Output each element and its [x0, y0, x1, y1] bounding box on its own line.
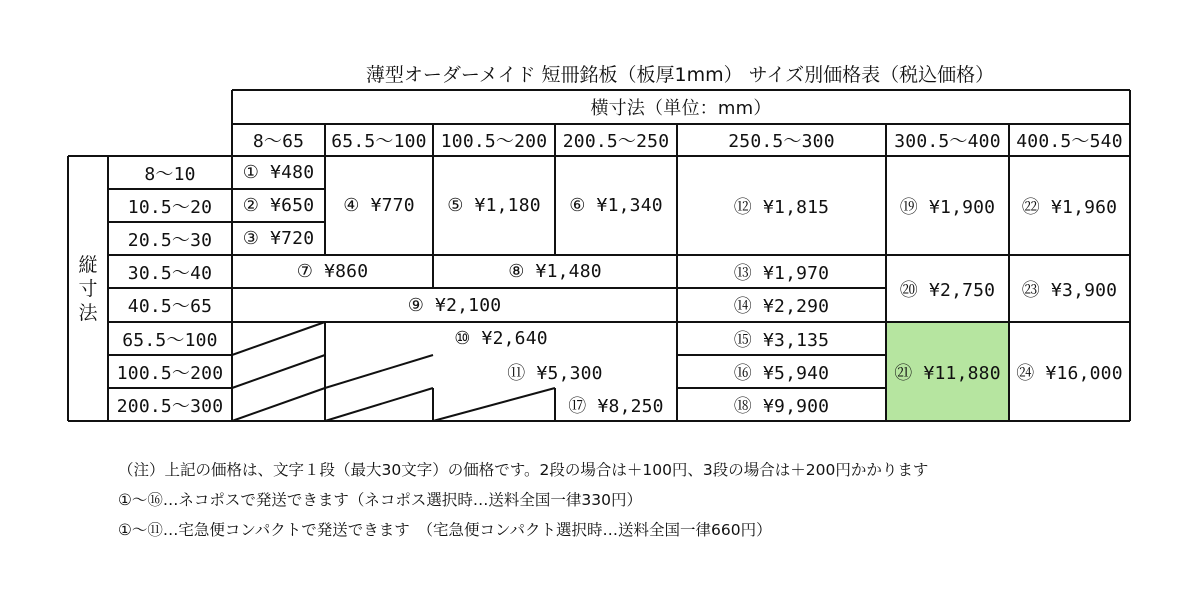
column-header: 8～65	[252, 131, 305, 152]
row-header: 30.5～40	[127, 262, 213, 284]
vertical-dimension-header: 縦 寸 法	[78, 253, 98, 324]
notes	[118, 455, 928, 545]
price-cell-14: ⑭ ¥2,290	[733, 296, 830, 317]
price-cell-21: ㉑ ¥11,880	[894, 362, 1001, 384]
page-title: 薄型オーダーメイド 短冊銘板（板厚1mm） サイズ別価格表（税込価格）	[365, 64, 995, 86]
price-cell-19: ⑲ ¥1,900	[899, 196, 996, 218]
row-header: 65.5～100	[122, 329, 218, 351]
column-header: 200.5～250	[562, 131, 670, 152]
row-header: 40.5～65	[127, 296, 213, 317]
row-header: 100.5～200	[116, 362, 224, 384]
price-cell-11: ⑪ ¥5,300	[507, 362, 603, 384]
price-cell-15: ⑮ ¥3,135	[733, 329, 830, 351]
price-cell-16: ⑯ ¥5,940	[733, 362, 830, 384]
note-line: （注）上記の価格は、文字１段（最大30文字）の価格です。2段の場合は＋100円、3段の場合は＋200円かかります	[118, 461, 929, 479]
price-cell-17: ⑰ ¥8,250	[568, 395, 664, 417]
price-cell-24: ㉔ ¥16,000	[1016, 362, 1123, 384]
column-header: 300.5～400	[894, 131, 1001, 152]
price-cell-1: ① ¥480	[242, 162, 315, 183]
price-cell-2: ② ¥650	[242, 195, 315, 216]
row-header: 20.5～30	[127, 229, 213, 251]
price-cell-12: ⑫ ¥1,815	[733, 196, 830, 218]
column-header: 100.5～200	[440, 131, 548, 152]
price-cell-20: ⑳ ¥2,750	[899, 279, 996, 301]
price-cell-7: ⑦ ¥860	[296, 261, 369, 282]
column-header: 400.5～540	[1016, 131, 1123, 152]
row-header: 10.5～20	[127, 196, 213, 218]
column-header: 65.5～100	[331, 131, 427, 152]
price-cell-3: ③ ¥720	[242, 228, 315, 249]
price-cell-23: ㉓ ¥3,900	[1021, 279, 1118, 301]
price-cell-18: ⑱ ¥9,900	[733, 395, 830, 417]
price-cell-13: ⑬ ¥1,970	[733, 262, 830, 284]
price-cell-8: ⑧ ¥1,480	[508, 261, 602, 282]
note-line: ①～⑯…ネコポスで発送できます（ネコポス選択時…送料全国一律330円）	[118, 491, 642, 509]
price-cell-22: ㉒ ¥1,960	[1021, 196, 1118, 218]
price-cell-9: ⑨ ¥2,100	[407, 294, 502, 316]
row-header: 200.5～300	[116, 395, 224, 417]
price-cell-10: ⑩ ¥2,640	[454, 328, 548, 349]
price-cell-4: ④ ¥770	[343, 195, 415, 216]
note-line: ①～⑪…宅急便コンパクトで発送できます （宅急便コンパクト選択時…送料全国一律660円）	[118, 521, 772, 539]
column-header: 250.5～300	[728, 131, 835, 152]
horizontal-dimension-header: 横寸法（単位：mm）	[590, 98, 772, 119]
price-cell-6: ⑥ ¥1,340	[569, 195, 663, 216]
row-header: 8～10	[144, 163, 196, 185]
price-cell-5: ⑤ ¥1,180	[447, 195, 541, 216]
